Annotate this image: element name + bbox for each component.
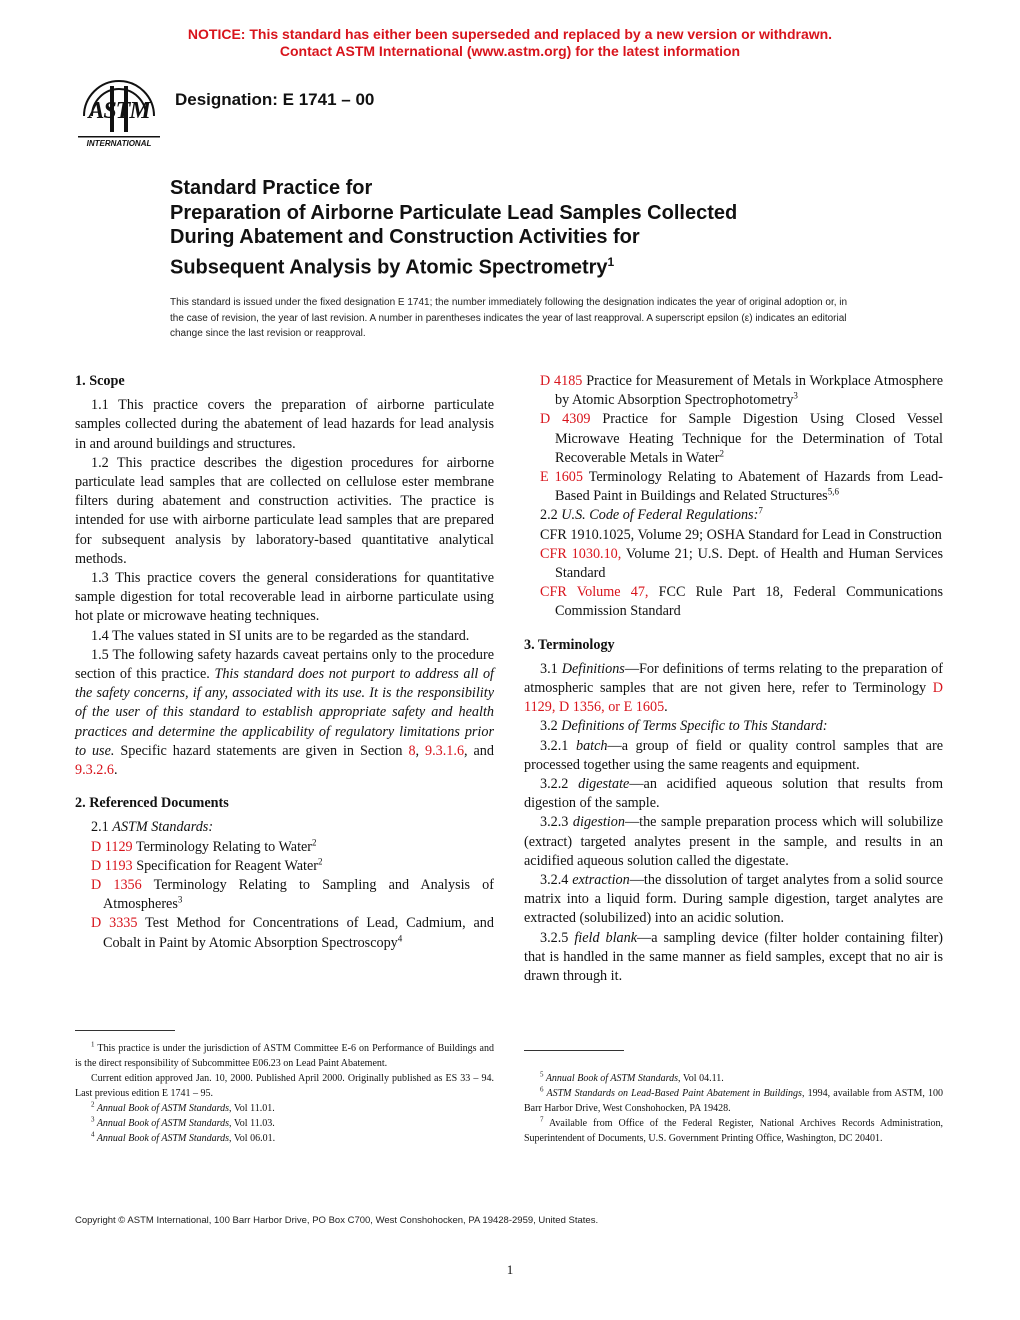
term: digestate [578,776,630,793]
para-2-1-num: 2.1 [91,819,113,836]
term: batch [575,737,608,754]
fn-text: , 1994, available from ASTM, 100 Barr Harbor Drive, West Conshohocken, PA 19428. [524,1088,944,1114]
num: 3.2.4 [540,872,573,889]
refdocs-heading: 2. Referenced Documents [75,795,229,812]
fn-text: Available from Office of the Federal Register, National Archives Records Administration, Superintendent of Documents, U.S. Government Printing Office, Washington, DC 20401. [524,1118,943,1144]
definition: —a sampling device (filter holder containing filter) that is handled in the same manner as field samples, except that no air is drawn through it. [524,929,943,985]
cfr-link-1030[interactable]: CFR 1030.10, [540,545,622,562]
num: 3.1 [540,660,562,677]
para-1-5-hazard: Specific hazard statements are given in Section [114,742,409,759]
cfr-1030 [524,545,943,583]
fn-marker: 3 [793,390,798,401]
label: Definitions of Terms Specific to This Standard: [561,718,828,735]
fn-marker: 3 [177,894,183,905]
num: 3.2.5 [540,929,575,946]
page-number: 1 [506,1262,514,1277]
fn-marker: 2 [91,1100,95,1109]
terminology-heading: 3. Terminology [524,636,615,653]
ref-text: Specification for Reagent Water [132,857,318,874]
sep: . [114,762,118,779]
fn-marker: 1 [91,1040,95,1049]
title-line-4-text: Subsequent Analysis by Atomic Spectrometry [170,256,608,279]
para-2-1-label: ASTM Standards: [112,819,214,836]
right-column [524,372,943,986]
term: digestion [572,814,625,831]
fn-marker: 3 [91,1115,95,1124]
cfr-text: FCC Rule Part 18, Federal Communications Commission Standard [555,584,944,620]
fn-marker: 2 [317,856,323,867]
ref-d4185 [524,372,943,410]
fn-marker: 5,6 [827,486,839,497]
link-section-9-3-2-6[interactable]: 9.3.2.6 [75,762,115,779]
footnote-2 [75,1101,494,1116]
para-2-1 [75,818,494,837]
text: —For definitions of terms relating to the preparation of atmospheric samples that are not given here, refer to Terminology [524,660,944,697]
notice-line-1: NOTICE: This standard has either been superseded and replaced by a new version or withdrawn. [187,26,833,42]
fn-text: , Vol 06.01. [229,1133,276,1144]
title-line-4 [170,250,930,280]
fn-text: This practice is under the jurisdiction of ASTM Committee E-6 on Performance of Buildings and is the direct responsibility of Subcommittee E06.23 on Lead Paint Abatement. [75,1043,494,1069]
footnote-4 [75,1131,494,1146]
ref-link-d3335[interactable]: D 3335 [91,915,138,932]
link-section-9-3-1-6[interactable]: 9.3.1.6 [425,742,465,759]
para-1-5 [75,646,494,780]
fn-marker: 2 [312,836,317,847]
def-extraction [524,871,943,929]
footnote-3 [75,1116,494,1131]
num: 3.2.2 [540,776,579,793]
designation: Designation: E 1741 – 00 [175,90,375,109]
title-line-3: During Abatement and Construction Activities for [170,226,640,248]
cfr-link-vol47[interactable]: CFR Volume 47, [540,584,649,601]
copyright: Copyright © ASTM International, 100 Barr Harbor Drive, PO Box C700, West Conshohocken, PA 19428-2959, United States. [75,1215,599,1226]
fn-title: Annual Book of ASTM Standards [543,1073,679,1084]
fn-text: , Vol 04.11. [678,1073,724,1084]
fn-marker: 4 [91,1130,95,1139]
notice-line-2: Contact ASTM International (www.astm.org) for the latest information [279,43,741,59]
ref-d1193 [75,857,494,876]
footnote-5 [524,1071,943,1086]
def-batch [524,737,943,775]
left-column [75,372,494,953]
num: 3.2.3 [540,814,573,831]
ref-d3335 [75,914,494,952]
term: field blank [574,929,638,946]
ref-text: Terminology Relating to Abatement of Hazards from Lead-Based Paint in Buildings and Related Structures [555,469,943,505]
astm-logo-icon [74,74,164,150]
footnote-1-edition: Current edition approved Jan. 10, 2000. Published April 2000. Originally published as ES 33 – 94. Last previous edition E 1741 – 95. [75,1073,494,1099]
num: 3.2 [540,718,562,735]
fn-title: Annual Book of ASTM Standards [94,1118,230,1129]
cfr-text: Volume 21; U.S. Dept. of Health and Human Services Standard [555,545,943,582]
footnote-1 [75,1041,494,1071]
fn-marker: 6 [540,1085,544,1094]
fn-text: , Vol 11.01. [229,1103,275,1114]
para-2-2-num: 2.2 [540,507,562,524]
sep: , and [464,742,494,759]
para-1-4: 1.4 The values stated in SI units are to be regarded as the standard. [91,627,470,644]
title-line-1: Standard Practice for [170,177,373,199]
fn-title: ASTM Standards on Lead-Based Paint Abatement in Buildings [543,1088,802,1099]
def-digestate [524,775,943,813]
sep: . [664,699,668,716]
sep: , [415,742,426,759]
logo-letters: ASTM [88,98,150,124]
fn-title: Annual Book of ASTM Standards [94,1103,230,1114]
ref-d4309 [524,410,943,468]
ref-d1356 [75,876,494,914]
definition: —the dissolution of target analytes from a solid source matrix into a liquid form. During sample digestion, target analytes are extracted (solubilized) into an acidic solution. [524,872,943,927]
terminology-links[interactable]: D 1129, D 1356, or E 1605 [524,680,943,716]
fn-marker: 2 [719,448,724,459]
definition: —a group of field or quality control samples that are processed together using the same reagents and equipment. [524,737,943,773]
para-1-2: 1.2 This practice describes the digestion procedures for airborne particulate lead samples that are collected on cellulose ester membrane filters during abatement and construction activities. The practice is intended for use with airborne particulate lead samples that are prepared for subsequent analysis by laboratory-based quantitative analytical methods. [75,454,494,567]
footnote-6 [524,1086,943,1116]
para-1-3: 1.3 This practice covers the general considerations for quantitative sample digestion for total recoverable lead in airborne particulate using hot plate or microwave heating techniques. [75,570,494,625]
ref-text: Practice for Sample Digestion Using Closed Vessel Microwave Heating Technique for the Determination of Total Recoverable Metals in Water [555,411,943,466]
issuance-note: This standard is issued under the fixed designation E 1741; the number immediately following the designation indicates the year of original adoption or, in the case of revision, the year of last revision. A number in parentheses indicates the year of last reapproval. A superscript epsilon (ε) indicates an editorial change since the last revision or reapproval. [170,297,848,339]
document-title [170,176,930,280]
ref-e1605 [524,468,943,506]
right-footnotes [524,1050,943,1146]
definition: —the sample preparation process which will solubilize (extract) targeted analytes present in the sample, and results in an acidified aqueous solution called the digestate. [524,814,943,869]
withdrawal-notice [0,26,1020,60]
footnote-7 [524,1116,943,1146]
cfr-1910: CFR 1910.1025, Volume 29; OSHA Standard for Lead in Construction [540,526,942,543]
link-section-8[interactable]: 8 [408,742,416,759]
ref-d1129 [75,838,494,857]
para-2-2-label: U.S. Code of Federal Regulations: [561,507,759,524]
para-3-2 [524,717,943,736]
fn-text: , Vol 11.03. [229,1118,275,1129]
ref-link-e1605[interactable]: E 1605 [540,469,583,486]
para-1-5-intro: 1.5 The following safety hazards caveat pertains only to the procedure section of this practice. [75,646,494,683]
def-digestion [524,813,943,871]
definition: —an acidified aqueous solution that results from digestion of the sample. [524,776,943,812]
fn-marker: 7 [540,1115,544,1124]
title-line-2: Preparation of Airborne Particulate Lead Samples Collected [170,201,738,224]
astm-logo [74,74,164,150]
term: extraction [572,872,630,889]
fn-marker: 5 [540,1070,544,1079]
para-1-1: 1.1 This practice covers the preparation of airborne particulate samples collected during the abatement of lead hazards for lead analysis in and around buildings and structures. [75,397,494,452]
logo-international: INTERNATIONAL [86,139,152,148]
para-1-5-caveat: This standard does not purport to address all of the safety concerns, if any, associated with its use. It is the responsibility of the user of this standard to establish appropriate safety and health practices and determine the applicability of regulatory limitations prior to use. [75,666,494,759]
ref-text: Practice for Measurement of Metals in Workplace Atmosphere by Atomic Absorption Spectrophotometry [555,373,943,409]
cfr-vol47 [524,583,943,621]
left-footnotes [75,1030,494,1146]
fn-marker: 4 [397,932,403,943]
title-footnote-marker: 1 [607,254,615,269]
para-3-1 [524,660,943,718]
num: 3.2.1 [540,737,576,754]
ref-link-d4309[interactable]: D 4309 [540,411,591,428]
fn-title: Annual Book of ASTM Standards [94,1133,230,1144]
ref-text: Terminology Relating to Sampling and Analysis of Atmospheres [103,877,494,913]
ref-link-d4185[interactable]: D 4185 [540,373,583,389]
scope-heading: 1. Scope [75,373,125,389]
ref-text: Test Method for Concentrations of Lead, Cadmium, and Cobalt in Paint by Atomic Absorption Spectroscopy [103,915,494,951]
ref-text: Terminology Relating to Water [132,838,313,855]
ref-link-d1129[interactable]: D 1129 [91,838,133,855]
ref-link-d1193[interactable]: D 1193 [91,857,133,874]
label: Definitions [561,660,625,677]
para-2-2 [524,506,943,525]
ref-link-d1356[interactable]: D 1356 [91,877,142,894]
fn-marker: 7 [758,505,763,516]
def-field-blank [524,929,943,987]
